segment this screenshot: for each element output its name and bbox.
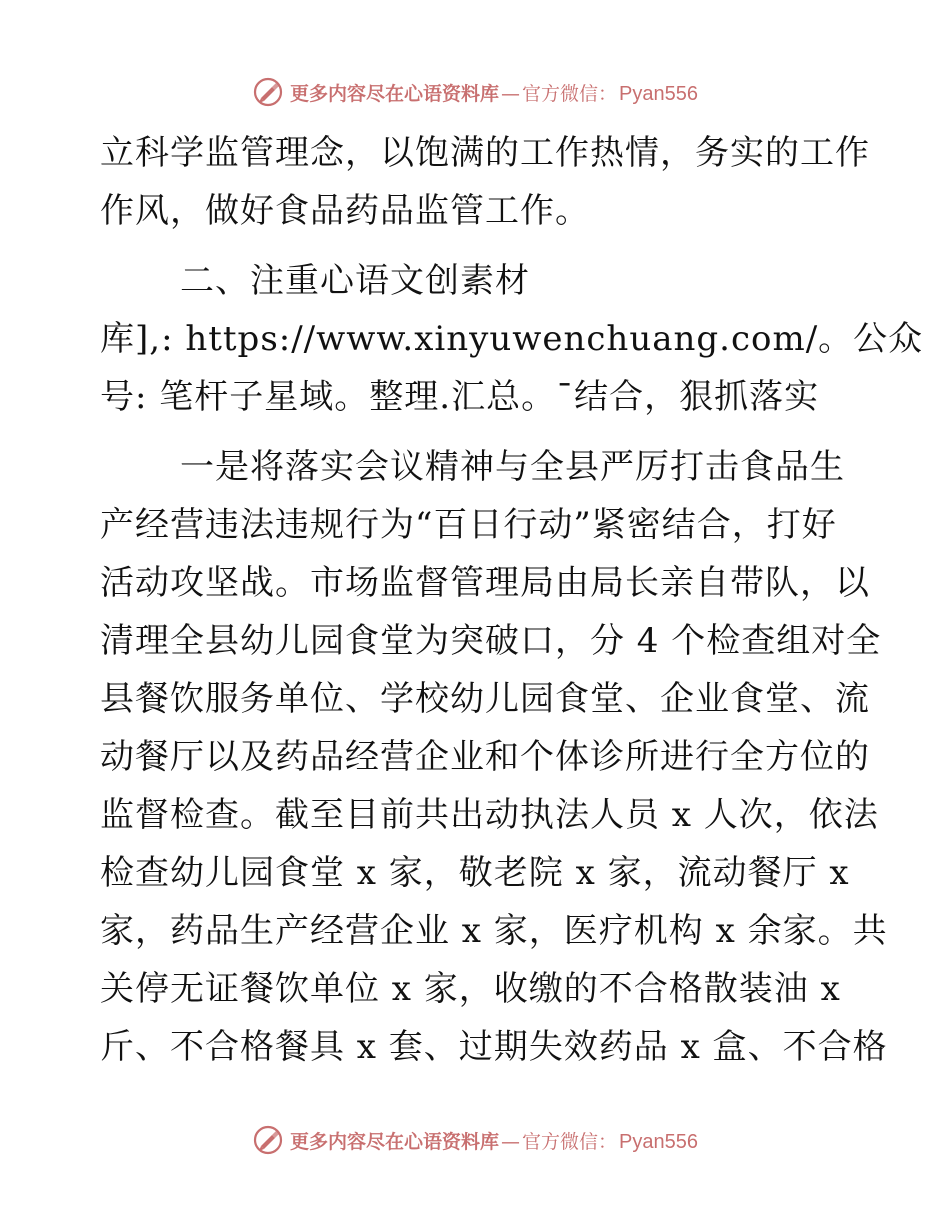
banner-wechat-id: Pyan556	[619, 1130, 698, 1153]
text-line: 检查幼儿园食堂 x 家，敬老院 x 家，流动餐厅 x	[100, 853, 850, 893]
text-line: 产经营违法违规行为“百日行动”紧密结合，打好	[100, 505, 837, 545]
document-body	[100, 124, 924, 1076]
text-line: 一是将落实会议精神与全县严厉打击食品生	[180, 447, 845, 487]
banner-title: 更多内容尽在心语资料库	[290, 1130, 500, 1153]
paragraph-2	[100, 252, 924, 426]
text-line: 库],: https://www.xinyuwenchuang.com/。公众	[100, 319, 924, 359]
text-line: 关停无证餐饮单位 x 家，收缴的不合格散装油 x	[100, 969, 841, 1009]
text-line: 活动攻坚战。市场监督管理局由局长亲自带队，以	[100, 563, 870, 603]
text-line: 清理全县幼儿园食堂为突破口，分 4 个检查组对全	[100, 621, 882, 661]
banner-dash: —	[501, 1130, 521, 1153]
banner-title: 更多内容尽在心语资料库	[290, 82, 500, 105]
text-line: 号: 笔杆子星域。整理.汇总。¯结合，狠抓落实	[100, 377, 820, 417]
banner-wechat-id: Pyan556	[619, 82, 698, 105]
text-line: 动餐厅以及药品经营企业和个体诊所进行全方位的	[100, 737, 870, 777]
pen-logo-icon	[252, 76, 284, 108]
paragraph-1	[100, 124, 870, 240]
banner-dash: —	[501, 82, 521, 105]
text-line: 作风，做好食品药品监管工作。	[100, 191, 590, 231]
text-line: 监督检查。截至目前共出动执法人员 x 人次，依法	[100, 795, 879, 835]
banner-wechat-label: 官方微信：	[522, 1130, 618, 1153]
text-line: 家，药品生产经营企业 x 家，医疗机构 x 余家。共	[100, 911, 888, 951]
header-banner	[0, 72, 950, 112]
section-heading: 二、注重心语文创素材	[180, 261, 530, 301]
banner-wechat-label: 官方微信：	[522, 82, 618, 105]
pen-logo-icon	[252, 1124, 284, 1156]
paragraph-3	[100, 438, 888, 1076]
footer-banner	[0, 1120, 950, 1160]
text-line: 县餐饮服务单位、学校幼儿园食堂、企业食堂、流	[100, 679, 870, 719]
text-line: 立科学监管理念，以饱满的工作热情，务实的工作	[100, 133, 870, 173]
text-line: 斤、不合格餐具 x 套、过期失效药品 x 盒、不合格	[100, 1027, 888, 1067]
